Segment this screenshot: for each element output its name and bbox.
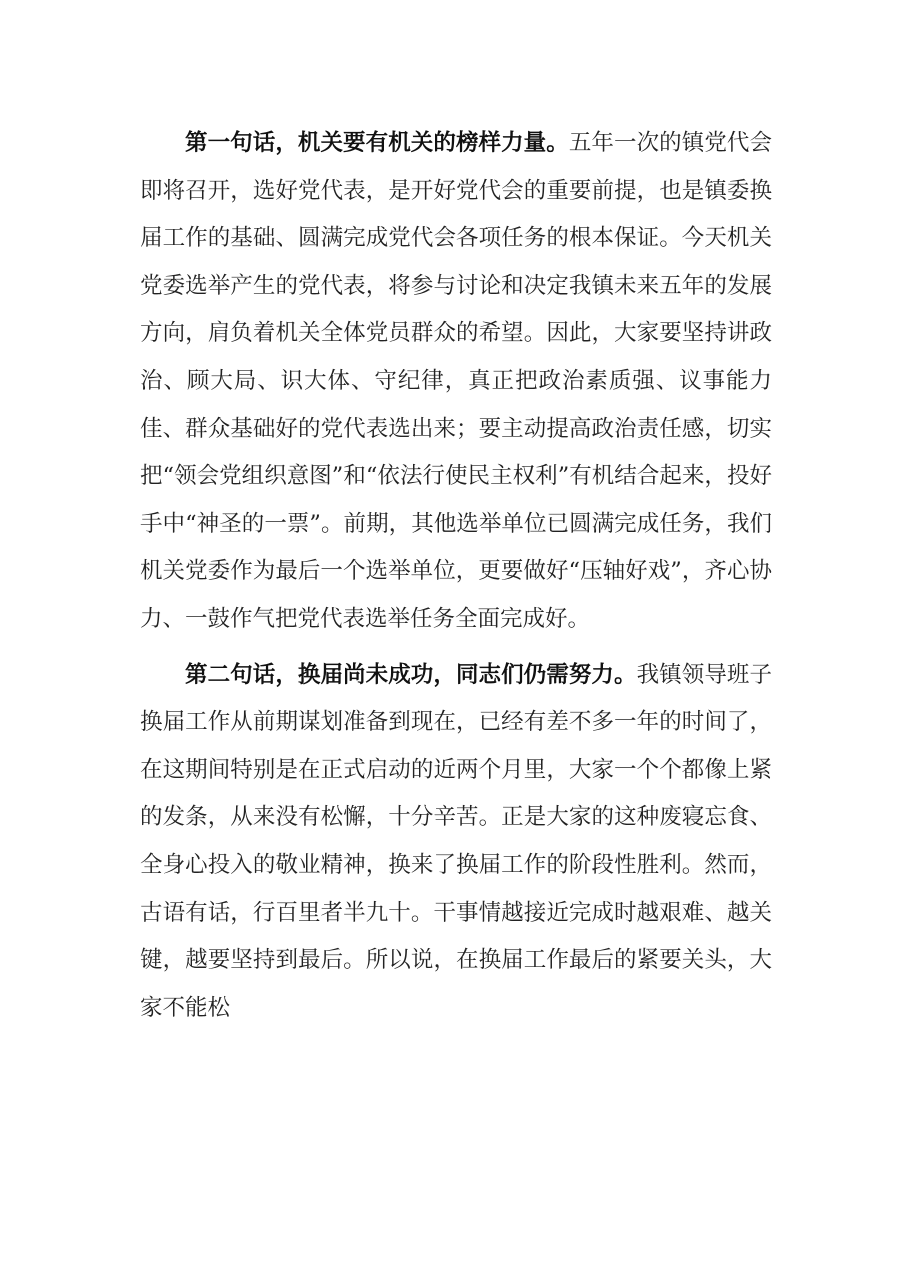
paragraph-1-heading: 第一句话，机关要有机关的榜样力量。 [185, 130, 569, 156]
paragraph-2-heading: 第二句话，换届尚未成功，同志们仍需努力。 [185, 661, 637, 688]
paragraph-2-body: 我镇领导班子换届工作从前期谋划准备到现在，已经有差不多一年的时间了，在这期间特别是在正式启动的近两个月里，大家一个个都像上紧的发条，从来没有松懈，十分辛苦。正是大家的这种废寝忘食、全身心投入的敬业精神，换来了换届工作的阶段性胜利。然而，古语有话，行百里者半九十。干事情越接近完成时越艰难、越关键，越要坚持到最后。所以说，在换届工作最后的紧要关头，大家不能松 [140, 661, 772, 1021]
paragraph-1 [140, 120, 772, 644]
document-page [140, 120, 772, 1032]
paragraph-1-body: 五年一次的镇党代会即将召开，选好党代表，是开好党代会的重要前提，也是镇委换届工作的基础、圆满完成党代会各项任务的根本保证。今天机关党委选举产生的党代表，将参与讨论和决定我镇未来五年的发展方向，肩负着机关全体党员群众的希望。因此，大家要坚持讲政治、顾大局、识大体、守纪律，真正把政治素质强、议事能力佳、群众基础好的党代表选出来；要主动提高政治责任感，切实把“领会党组织意图”和“依法行使民主权利”有机结合起来，投好手中“神圣的一票”。前期，其他选举单位已圆满完成任务，我们机关党委作为最后一个选举单位，更要做好“压轴好戏”，齐心协力、一鼓作气把党代表选举任务全面完成好。 [140, 130, 772, 632]
paragraph-2 [140, 652, 772, 1033]
